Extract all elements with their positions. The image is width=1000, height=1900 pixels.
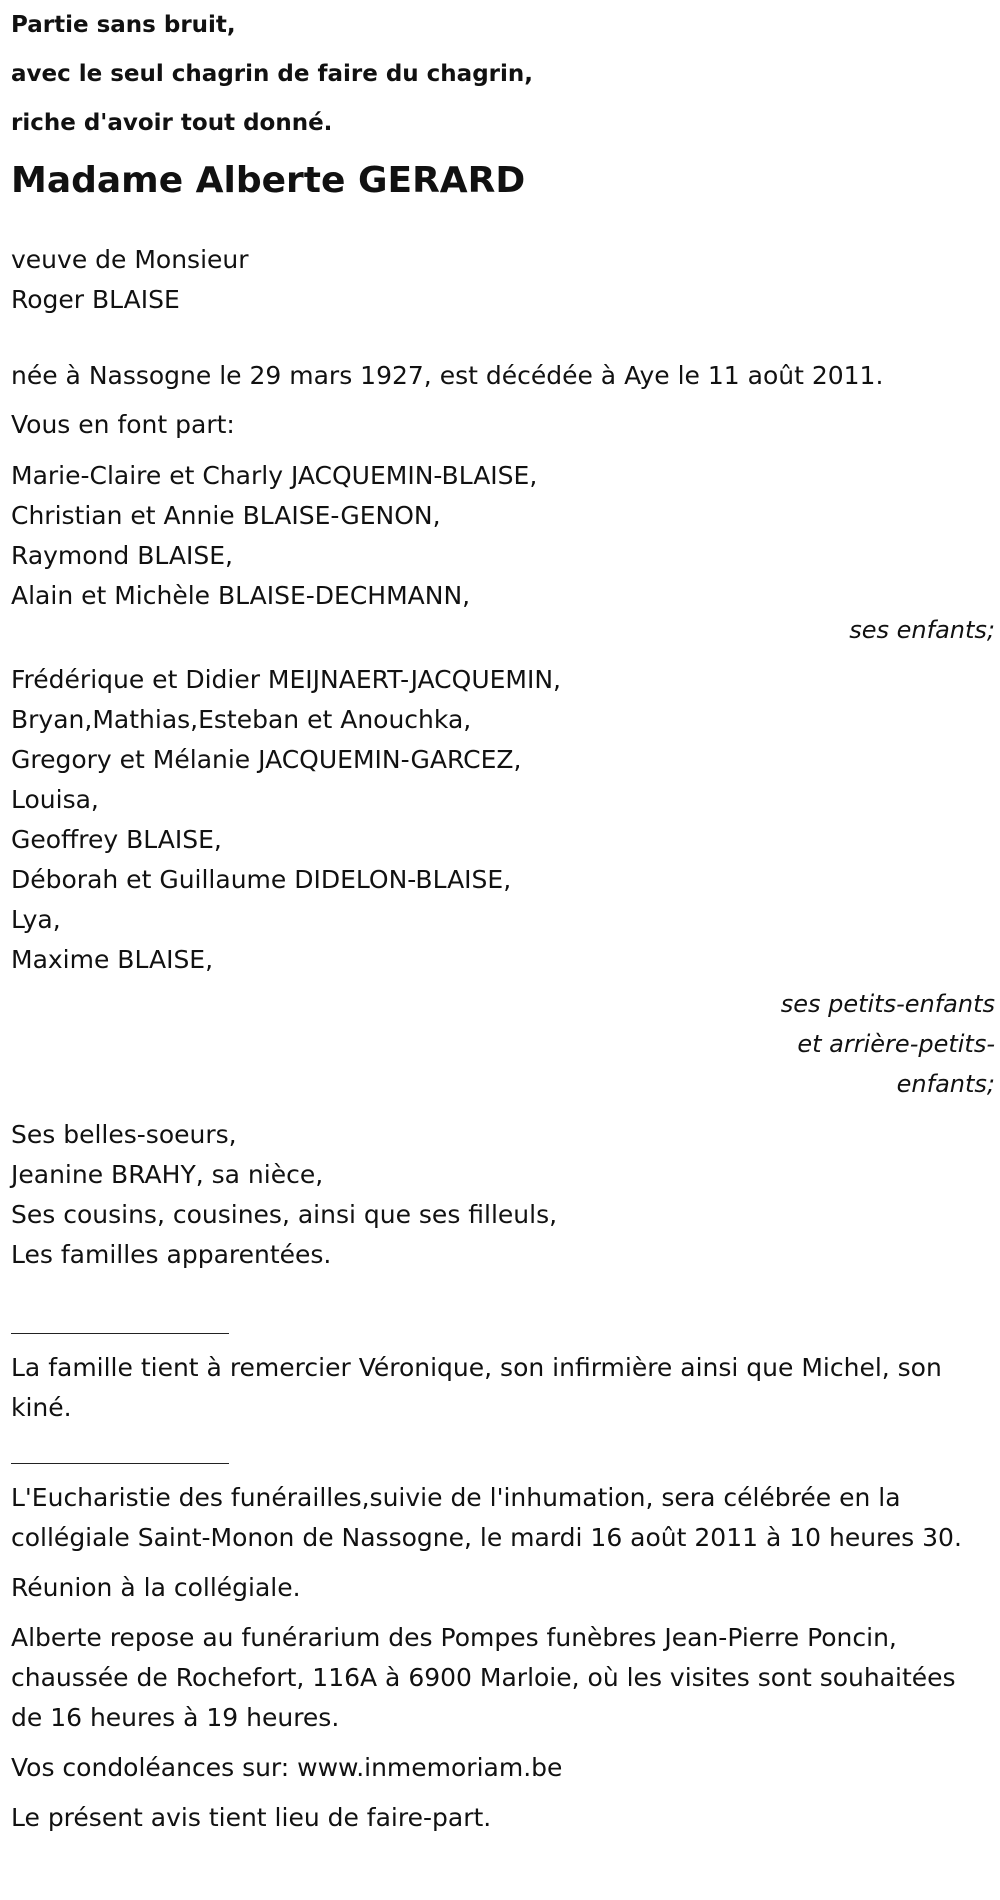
- list-item: Les familles apparentées.: [11, 1240, 332, 1269]
- label-line: ses petits-enfants: [780, 990, 995, 1018]
- list-item: Maxime BLAISE,: [11, 945, 214, 974]
- list-item: Marie-Claire et Charly JACQUEMIN-BLAISE,: [11, 461, 538, 490]
- spouse-info: [11, 240, 1000, 320]
- list-item: Déborah et Guillaume DIDELON-BLAISE,: [11, 865, 512, 894]
- list-item: Bryan,Mathias,Esteban et Anouchka,: [11, 705, 472, 734]
- list-item: Louisa,: [11, 785, 99, 814]
- children-label: ses enfants;: [849, 616, 995, 644]
- list-item: Gregory et Mélanie JACQUEMIN-GARCEZ,: [11, 745, 522, 774]
- meeting-paragraph: Réunion à la collégiale.: [11, 1573, 301, 1602]
- list-item: Lya,: [11, 905, 61, 934]
- grandchildren-list: [11, 660, 1000, 980]
- other-relatives-list: [11, 1115, 1000, 1275]
- epigraph: [11, 1, 1000, 148]
- list-item: Ses cousins, cousines, ainsi que ses filleuls,: [11, 1200, 558, 1229]
- list-item: Jeanine BRAHY, sa nièce,: [11, 1160, 324, 1189]
- list-item: Raymond BLAISE,: [11, 541, 233, 570]
- spouse-line: veuve de Monsieur: [11, 245, 249, 274]
- spouse-line: Roger BLAISE: [11, 285, 180, 314]
- epigraph-line: avec le seul chagrin de faire du chagrin,: [11, 61, 534, 87]
- birth-death-statement: née à Nassogne le 29 mars 1927, est décédée à Aye le 11 août 2011.: [11, 361, 884, 390]
- list-item: Alain et Michèle BLAISE-DECHMANN,: [11, 581, 471, 610]
- visitation-paragraph: Alberte repose au funérarium des Pompes funèbres Jean-Pierre Poncin, chaussée de Rochefort, 116A à 6900 Marloie, où les visites sont souhaitées de 16 heures à 19 heures.: [11, 1623, 956, 1732]
- notice-paragraph: Le présent avis tient lieu de faire-part.: [11, 1803, 492, 1832]
- funeral-paragraph: L'Eucharistie des funérailles,suivie de l'inhumation, sera célébrée en la collégiale Saint-Monon de Nassogne, le mardi 16 août 2011 à 10 heures 30.: [11, 1483, 962, 1552]
- epigraph-line: riche d'avoir tout donné.: [11, 110, 333, 136]
- separator-line: [11, 1333, 229, 1334]
- list-item: Christian et Annie BLAISE-GENON,: [11, 501, 441, 530]
- epigraph-line: Partie sans bruit,: [11, 12, 236, 38]
- list-item: Geoffrey BLAISE,: [11, 825, 222, 854]
- label-line: et arrière-petits-: [797, 1030, 995, 1058]
- condolences-paragraph: Vos condoléances sur: www.inmemoriam.be: [11, 1753, 563, 1782]
- separator-line: [11, 1463, 229, 1464]
- list-item: Ses belles-soeurs,: [11, 1120, 237, 1149]
- obituary-notice: [11, 0, 1000, 1838]
- children-list: [11, 456, 1000, 616]
- announcement-intro: Vous en font part:: [11, 410, 235, 439]
- list-item: Frédérique et Didier MEIJNAERT-JACQUEMIN,: [11, 665, 561, 694]
- grandchildren-label: [11, 984, 995, 1104]
- thanks-paragraph: La famille tient à remercier Véronique, son infirmière ainsi que Michel, son kiné.: [11, 1353, 942, 1422]
- label-line: enfants;: [896, 1070, 995, 1098]
- deceased-name: Madame Alberte GERARD: [11, 160, 526, 201]
